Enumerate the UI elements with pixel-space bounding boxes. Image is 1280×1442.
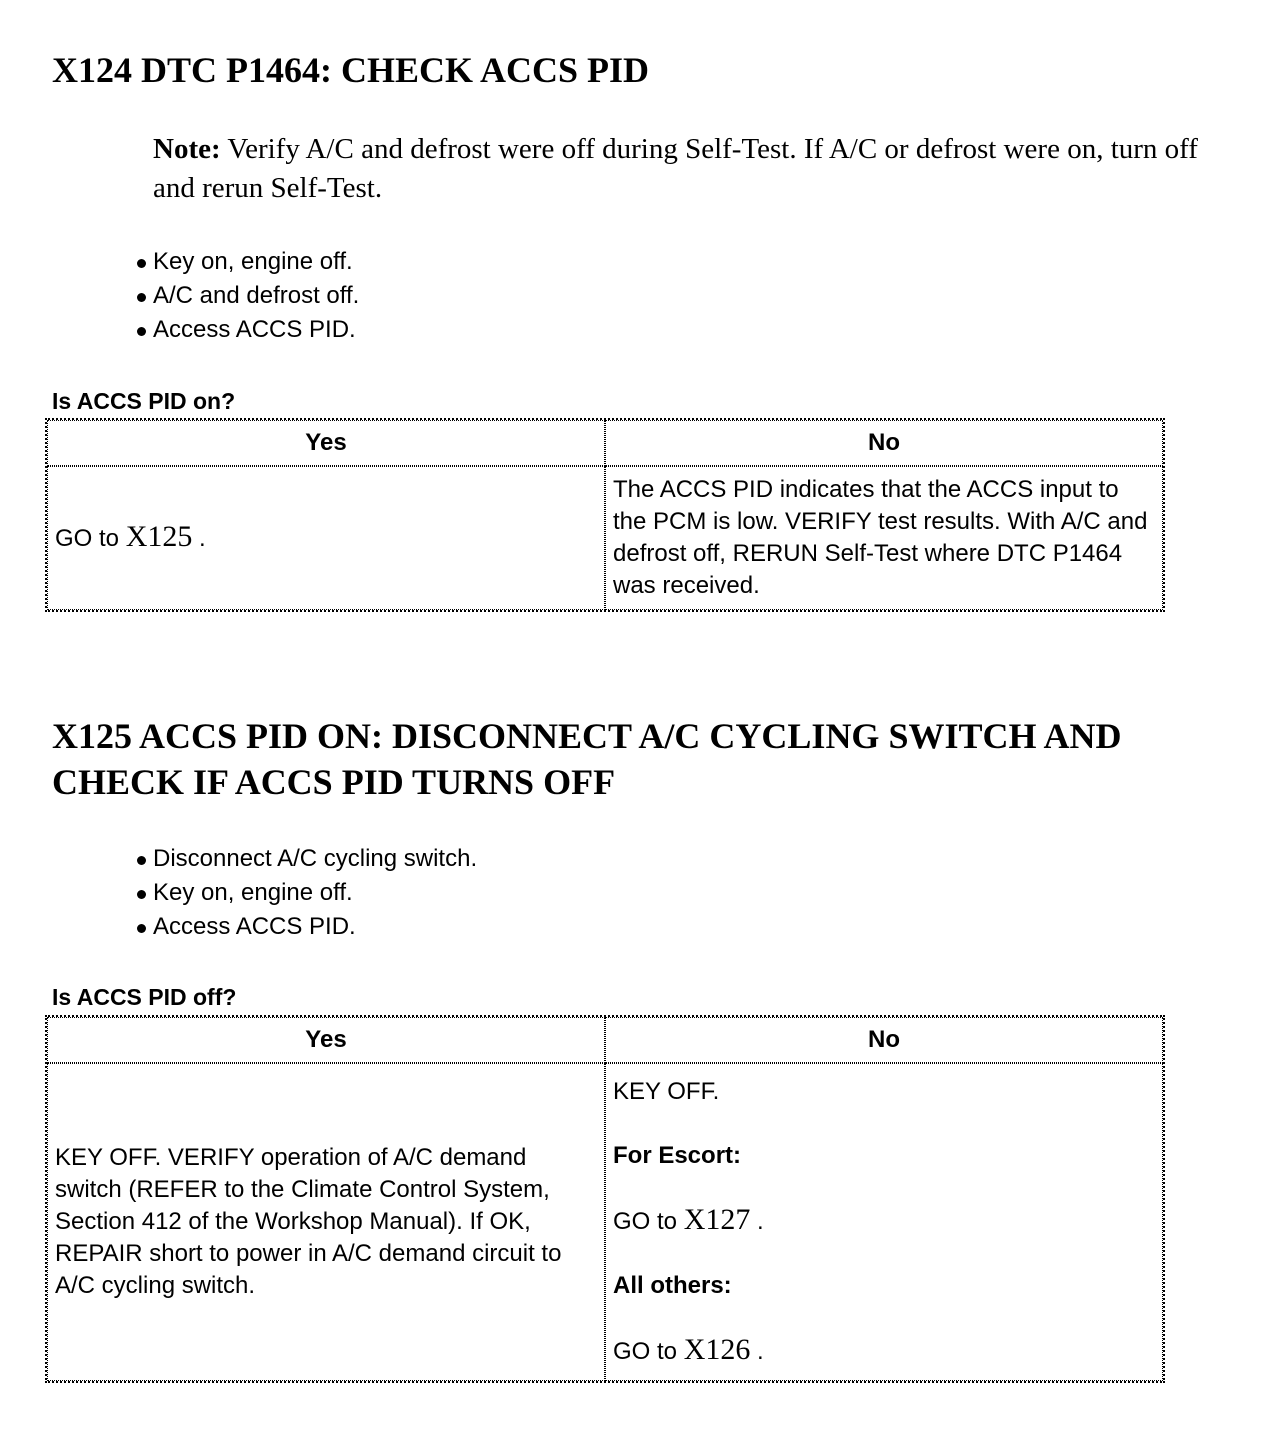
result-table-x125: [45, 1015, 1165, 1383]
instruction-list-x124: [135, 245, 359, 347]
list-item: Key on, engine off.: [135, 876, 477, 910]
note-text: Verify A/C and defrost were off during Self-Test. If A/C or defrost were on, turn off and rerun Self-Test.: [153, 133, 1198, 204]
key-off-text: KEY OFF.: [613, 1078, 720, 1105]
list-item: Access ACCS PID.: [135, 313, 359, 347]
table-header-row: [47, 420, 1163, 466]
goto-prefix: GO to: [55, 525, 126, 552]
list-item: Key on, engine off.: [135, 245, 359, 279]
all-others-label: All others:: [613, 1272, 732, 1299]
step-title-x124: X124 DTC P1464: CHECK ACCS PID: [52, 50, 650, 90]
table-row: [47, 466, 1163, 610]
table-header-row: [47, 1017, 1163, 1063]
no-cell: The ACCS PID indicates that the ACCS input to the PCM is low. VERIFY test results. With A/C and defrost off, RERUN Self-Test where DTC P1464 was received.: [605, 466, 1163, 610]
yes-cell: KEY OFF. VERIFY operation of A/C demand switch (REFER to the Climate Control System, Section 412 of the Workshop Manual). If OK, REPAIR short to power in A/C demand circuit to A/C cycling switch.: [47, 1063, 605, 1381]
goto-link-x126[interactable]: X126: [683, 1333, 751, 1366]
goto-link-x127[interactable]: X127: [683, 1203, 751, 1236]
goto-link-x125[interactable]: X125: [125, 520, 193, 553]
yes-cell: [47, 466, 605, 610]
list-item: Disconnect A/C cycling switch.: [135, 842, 477, 876]
note-x124: [153, 130, 1233, 208]
result-table-x124: [45, 418, 1165, 612]
escort-goto: GO to X127 .: [613, 1203, 764, 1236]
question-x125: Is ACCS PID off?: [52, 984, 237, 1010]
escort-label: For Escort:: [613, 1142, 742, 1169]
note-label: Note:: [153, 133, 221, 165]
table-row: [47, 1063, 1163, 1381]
list-item: Access ACCS PID.: [135, 910, 477, 944]
header-yes: Yes: [47, 1017, 605, 1063]
no-cell: [605, 1063, 1163, 1381]
question-x124: Is ACCS PID on?: [52, 388, 236, 414]
instruction-list-x125: [135, 842, 477, 944]
header-no: No: [605, 420, 1163, 466]
header-yes: Yes: [47, 420, 605, 466]
others-goto: GO to X126 .: [613, 1333, 764, 1366]
header-no: No: [605, 1017, 1163, 1063]
list-item: A/C and defrost off.: [135, 279, 359, 313]
goto-suffix: .: [192, 525, 206, 552]
step-title-x125: X125 ACCS PID ON: DISCONNECT A/C CYCLING SWITCH AND CHECK IF ACCS PID TURNS OFF: [52, 716, 1122, 802]
